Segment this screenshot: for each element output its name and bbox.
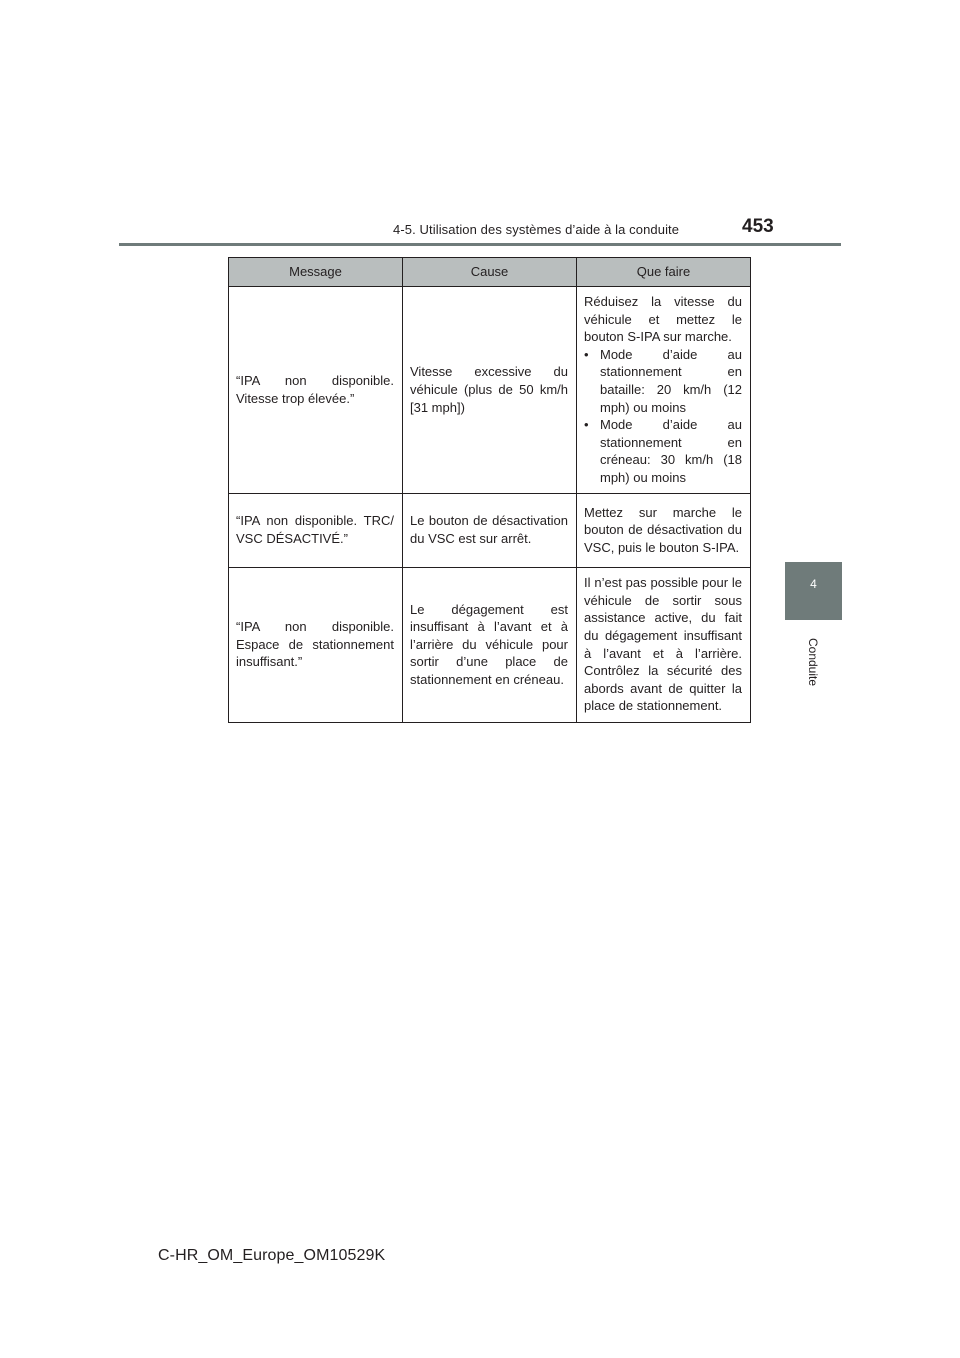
action-cell: Il n’est pas possible pour le véhicule de sortir sous assistance active, du fait du dégagement insuffisant à l’avant et à l’arrière. Contrôlez la sécurité des abords avant de quitter la place de stationnement. bbox=[577, 567, 751, 722]
cause-cell: Le bouton de désactivation du VSC est sur arrêt. bbox=[403, 493, 577, 567]
message-table bbox=[228, 257, 751, 723]
table-header-row bbox=[229, 258, 751, 287]
column-header-action: Que faire bbox=[577, 258, 751, 287]
column-header-message: Message bbox=[229, 258, 403, 287]
bullet-dot: • bbox=[584, 417, 589, 433]
action-cell bbox=[577, 287, 751, 494]
action-intro: Réduisez la vitesse du véhicule et mettez le bouton S-IPA sur marche. bbox=[584, 294, 742, 345]
cause-cell: Le dégagement est insuffisant à l’avant et à l’arrière du véhicule pour sortir d’une place de stationnement en créneau. bbox=[403, 567, 577, 722]
cause-cell: Vitesse excessive du véhicule (plus de 50 km/h [31 mph]) bbox=[403, 287, 577, 494]
document-code: C-HR_OM_Europe_OM10529K bbox=[158, 1247, 386, 1264]
chapter-label: Conduite bbox=[806, 637, 820, 687]
message-cell: “IPA non disponible. Vitesse trop élevée.” bbox=[229, 287, 403, 494]
action-cell: Mettez sur marche le bouton de désactivation du VSC, puis le bouton S-IPA. bbox=[577, 493, 751, 567]
table-row bbox=[229, 287, 751, 494]
action-bullet bbox=[584, 416, 742, 486]
bullet-text: Mode d’aide au stationnement en créneau: 30 km/h (18 mph) ou moins bbox=[600, 417, 742, 485]
message-cell: “IPA non disponible. Espace de stationnement insuffisant.” bbox=[229, 567, 403, 722]
table-row bbox=[229, 567, 751, 722]
message-cell: “IPA non disponible. TRC/ VSC DÉSACTIVÉ.” bbox=[229, 493, 403, 567]
section-title: 4-5. Utilisation des systèmes d’aide à la conduite bbox=[393, 222, 680, 237]
chapter-number: 4 bbox=[810, 577, 817, 591]
bullet-dot: • bbox=[584, 346, 589, 362]
column-header-cause: Cause bbox=[403, 258, 577, 287]
action-bullet bbox=[584, 346, 742, 416]
header-divider bbox=[119, 243, 841, 246]
page-number: 453 bbox=[742, 216, 774, 237]
table-row bbox=[229, 493, 751, 567]
chapter-tab bbox=[785, 562, 842, 620]
bullet-text: Mode d’aide au stationnement en bataille: 20 km/h (12 mph) ou moins bbox=[600, 346, 742, 415]
